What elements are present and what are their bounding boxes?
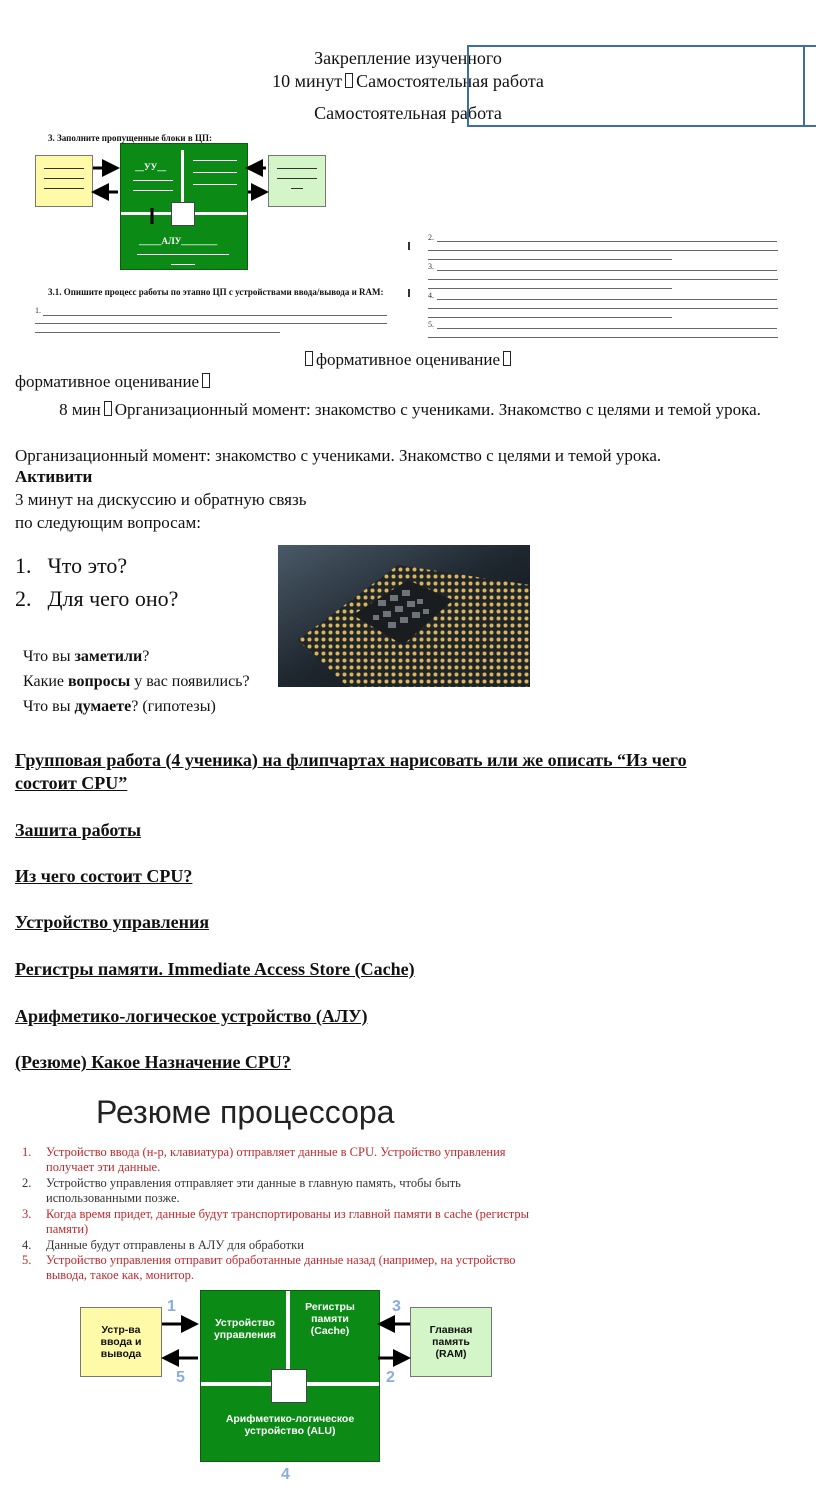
header-work: Самостоятельная работа — [356, 71, 544, 91]
frame-box — [467, 45, 805, 127]
assessment-left: формативное оценивание — [15, 371, 213, 392]
header-line-1: Закрепление изученного — [314, 48, 502, 68]
step-3-number: 3 — [392, 1298, 401, 1315]
ram-box: Главная память (RAM) — [410, 1307, 492, 1377]
step-5-number: 5 — [176, 1369, 185, 1386]
alu-label: Арифметико-логическое устройство (ALU) — [225, 1413, 355, 1437]
heading-cu: Устройство управления — [15, 912, 210, 932]
worksheet-arrows — [90, 150, 270, 230]
question-2: 2. Для чего оно? — [15, 586, 179, 611]
heading-what-cpu: Из чего состоит CPU? — [15, 866, 193, 886]
ram-blank-box — [268, 155, 326, 207]
summary-item-2: 2. Устройство управления отправляет эти данные в главную память, чтобы быть использованными позже. — [22, 1176, 461, 1205]
io-box: Устр-ва ввода и вывода — [80, 1307, 162, 1377]
io-blank-box — [35, 155, 93, 207]
step-1-number: 1 — [167, 1298, 176, 1315]
heading-defense: Зашита работы — [15, 820, 142, 840]
summary-item-4: 4. Данные будут отправлены в АЛУ для обработки — [22, 1238, 304, 1252]
observe-2: Какие вопросы у вас появились? — [23, 673, 250, 690]
task-31-title: 3.1. Опишите процесс работы по этапно ЦП с устройствами ввода/вывода и RAM: — [48, 287, 384, 297]
question-1: 1. Что это? — [15, 553, 128, 578]
activity-title: Активити — [15, 467, 93, 486]
cu-blank-label: __УУ__ — [135, 162, 167, 172]
header-time: 10 минут — [272, 71, 343, 91]
line-1-label: 1. — [35, 306, 41, 315]
step-2-number: 2 — [386, 1369, 395, 1386]
line-5-label: 5. — [428, 320, 434, 329]
observe-1: Что вы заметили? — [23, 648, 150, 665]
line-3-label: 3. — [428, 262, 434, 271]
header-line-3: Самостоятельная работа — [314, 103, 502, 123]
line-4-label: 4. — [428, 291, 434, 300]
frame-box-edge — [801, 45, 816, 127]
alu-blank-label: _____АЛУ________ — [139, 236, 218, 246]
org-centered: 8 мин Организационный момент: знакомство с учениками. Знакомство с целями и темой урока. — [59, 400, 761, 419]
cpu-photo — [278, 545, 530, 687]
assessment-centered: формативное оценивание — [0, 349, 816, 370]
heading-alu: Арифметико-логическое устройство (АЛУ) — [15, 1006, 368, 1026]
summary-item-3: 3. Когда время придет, данные будут транспортированы из главной памяти в cache (регистры памяти) — [22, 1207, 530, 1236]
missing-glyph-icon — [104, 401, 112, 416]
cache-label: Регистры памяти (Cache) — [305, 1301, 355, 1337]
heading-summary: (Резюме) Какое Назначение CPU? — [15, 1052, 291, 1072]
summary-item-1: 1. Устройство ввода (н-р, клавиатура) отправляет данные в CPU. Устройство управления получает эти данные. — [22, 1145, 506, 1174]
missing-glyph-icon — [305, 351, 313, 366]
line-2-label: 2. — [428, 233, 434, 242]
missing-glyph-icon — [503, 351, 511, 366]
missing-glyph-icon — [202, 373, 210, 388]
activity-line-1: 3 минут на дискуссию и обратную связь — [15, 490, 307, 509]
heading-group-work-2: состоит CPU” — [15, 773, 128, 793]
summary-title: Резюме процессора — [96, 1094, 395, 1130]
task-3-title: 3. Заполните пропущенные блоки в ЦП: — [48, 133, 212, 143]
diagram-arrows — [158, 1312, 414, 1372]
summary-item-5: 5. Устройство управления отправит обработанные данные назад (например, на устройство вывода, такое как, монитор. — [22, 1253, 516, 1282]
heading-group-work-1: Групповая работа (4 ученика) на флипчартах нарисовать или же описать “Из чего — [15, 750, 687, 770]
cpu-center-square — [271, 1369, 307, 1403]
heading-registers: Регистры памяти. Immediate Access Store (Cache) — [15, 959, 415, 979]
missing-glyph-icon — [345, 73, 353, 88]
step-4-number: 4 — [281, 1466, 290, 1483]
org-plain: Организационный момент: знакомство с учениками. Знакомство с целями и темой урока. — [15, 446, 662, 465]
activity-line-2: по следующим вопросам: — [15, 513, 201, 532]
cu-label: Устройство управления — [213, 1317, 277, 1341]
observe-3: Что вы думаете? (гипотезы) — [23, 698, 216, 715]
